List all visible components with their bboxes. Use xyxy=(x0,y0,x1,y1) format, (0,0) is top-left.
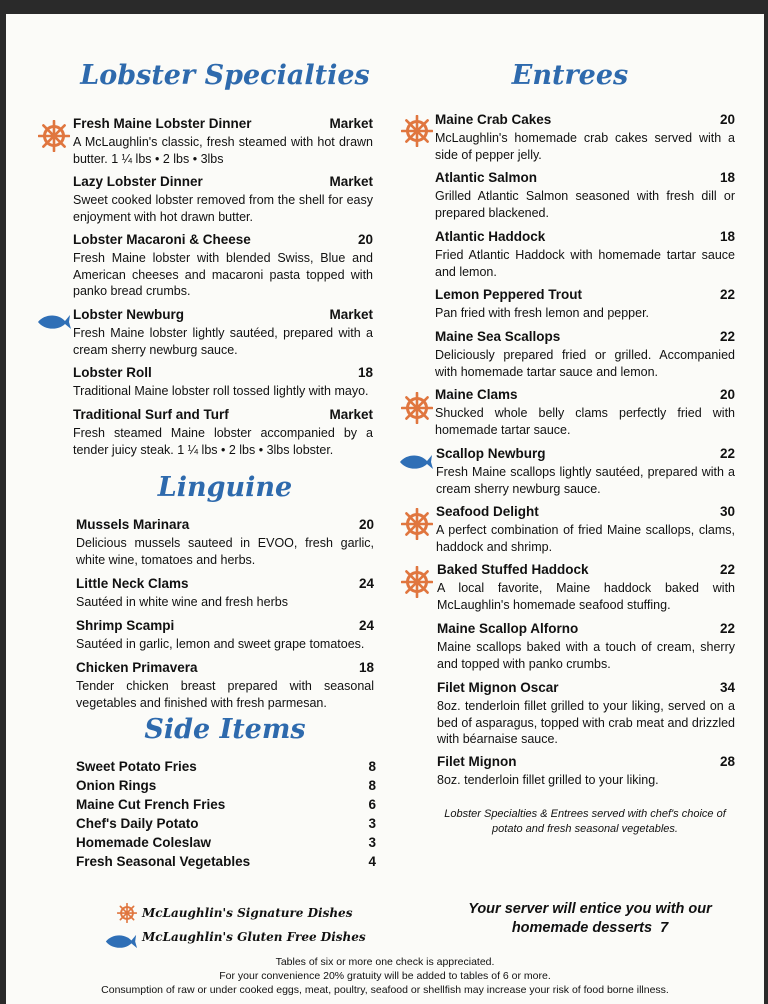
side-items-list xyxy=(76,757,376,871)
side-items-heading: Side Items xyxy=(144,714,306,745)
fish-icon xyxy=(398,452,434,472)
item-description: Sweet cooked lobster removed from the shell for easy enjoyment with hot drawn butter. xyxy=(73,193,373,224)
policy-notes xyxy=(60,955,710,997)
item-price: 6 xyxy=(368,797,376,812)
menu-item xyxy=(435,386,735,438)
entrees-heading: Entrees xyxy=(511,60,629,91)
item-name: Traditional Surf and Turf xyxy=(73,407,229,422)
item-name: Lobster Newburg xyxy=(73,307,185,322)
item-name: Atlantic Haddock xyxy=(435,229,546,244)
item-price: Market xyxy=(329,407,373,422)
item-price: 24 xyxy=(358,576,374,591)
item-price: 22 xyxy=(719,562,735,577)
menu-item xyxy=(73,173,373,225)
item-price: 18 xyxy=(719,170,735,185)
item-price: 8 xyxy=(368,759,376,774)
item-description: Fried Atlantic Haddock with homemade tartar sauce and lemon. xyxy=(435,248,735,279)
item-price: 20 xyxy=(357,232,373,247)
menu-item xyxy=(76,516,374,568)
legend-gluten-free: McLaughlin's Gluten Free Dishes xyxy=(142,930,366,944)
item-description: Delicious mussels sauteed in EVOO, fresh garlic, white wine, tomatoes and herbs. xyxy=(76,536,374,567)
item-name: Lemon Peppered Trout xyxy=(435,287,583,302)
item-name: Onion Rings xyxy=(76,778,157,793)
side-item xyxy=(76,757,376,776)
menu-item xyxy=(436,445,735,497)
item-price: 28 xyxy=(719,754,735,769)
menu-item xyxy=(76,659,374,711)
item-description: Fresh Maine lobster with blended Swiss, Blue and American cheeses and macaroni pasta topped with panko bread crumbs. xyxy=(73,251,373,298)
item-price: 18 xyxy=(358,660,374,675)
item-price: 22 xyxy=(719,446,735,461)
item-price: 18 xyxy=(357,365,373,380)
item-description: Fresh steamed Maine lobster accompanied by a tender juicy steak. 1 ¼ lbs • 2 lbs • 3lbs lobster. xyxy=(73,426,373,457)
item-price: 8 xyxy=(368,778,376,793)
item-description: 8oz. tenderloin fillet grilled to your liking. xyxy=(437,773,659,787)
desserts-price: 7 xyxy=(660,920,669,936)
item-name: Scallop Newburg xyxy=(436,446,546,461)
policy-line: Tables of six or more one check is appreciated. xyxy=(275,956,495,968)
menu-item xyxy=(435,228,735,280)
item-name: Shrimp Scampi xyxy=(76,618,175,633)
item-price: 24 xyxy=(358,618,374,633)
item-name: Seafood Delight xyxy=(436,504,539,519)
item-price: 20 xyxy=(719,112,735,127)
ship-wheel-icon xyxy=(38,120,70,152)
ship-wheel-icon xyxy=(401,115,433,147)
menu-item xyxy=(73,406,373,458)
ship-wheel-icon xyxy=(117,903,137,923)
item-price: 22 xyxy=(719,329,735,344)
menu-item xyxy=(73,231,373,300)
item-description: Traditional Maine lobster roll tossed lightly with mayo. xyxy=(73,384,369,398)
lobster-specialties-heading: Lobster Specialties xyxy=(80,60,370,91)
item-price: Market xyxy=(329,116,373,131)
desserts-note xyxy=(440,900,740,938)
item-price: 3 xyxy=(368,835,376,850)
item-name: Maine Crab Cakes xyxy=(435,112,552,127)
item-description: Fresh Maine lobster lightly sautéed, prepared with a cream sherry newburg sauce. xyxy=(73,326,373,357)
menu-item xyxy=(437,561,735,613)
item-name: Atlantic Salmon xyxy=(435,170,538,185)
ship-wheel-icon xyxy=(401,392,433,424)
item-name: Mussels Marinara xyxy=(76,517,190,532)
item-price: 20 xyxy=(358,517,374,532)
item-name: Chicken Primavera xyxy=(76,660,198,675)
item-description: 8oz. tenderloin fillet grilled to your liking, served on a bed of asparagus, topped with crab meat and drizzled with béarnaise sauce. xyxy=(437,699,735,746)
menu-item xyxy=(437,679,735,748)
menu-item xyxy=(437,753,735,789)
menu-item xyxy=(435,169,735,221)
item-description: Shucked whole belly clams perfectly fried with homemade tartar sauce. xyxy=(435,406,735,437)
menu-item xyxy=(435,111,735,163)
item-name: Filet Mignon Oscar xyxy=(437,680,559,695)
item-price: Market xyxy=(329,307,373,322)
item-name: Chef's Daily Potato xyxy=(76,816,199,831)
policy-line: For your convenience 20% gratuity will be added to tables of 6 or more. xyxy=(219,970,551,982)
item-price: 34 xyxy=(719,680,735,695)
item-description: Deliciously prepared fried or grilled. Accompanied with homemade tartar sauce and lemon. xyxy=(435,348,735,379)
legend-signature: McLaughlin's Signature Dishes xyxy=(142,906,353,920)
item-name: Maine Cut French Fries xyxy=(76,797,226,812)
linguine-heading: Linguine xyxy=(157,472,293,503)
item-price: Market xyxy=(329,174,373,189)
ship-wheel-icon xyxy=(401,566,433,598)
fish-icon xyxy=(104,932,138,951)
item-description: A perfect combination of fried Maine scallops, clams, haddock and shrimp. xyxy=(436,523,735,554)
menu-item xyxy=(73,306,373,358)
item-name: Maine Clams xyxy=(435,387,518,402)
item-name: Baked Stuffed Haddock xyxy=(437,562,589,577)
item-name: Fresh Seasonal Vegetables xyxy=(76,854,251,869)
item-name: Filet Mignon xyxy=(437,754,517,769)
side-item xyxy=(76,814,376,833)
item-name: Fresh Maine Lobster Dinner xyxy=(73,116,252,131)
menu-item xyxy=(76,617,374,653)
fish-icon xyxy=(36,312,72,332)
item-description: Pan fried with fresh lemon and pepper. xyxy=(435,306,650,320)
desserts-line: Your server will entice you with our xyxy=(468,901,712,917)
item-name: Lobster Macaroni & Cheese xyxy=(73,232,251,247)
item-name: Little Neck Clams xyxy=(76,576,189,591)
item-price: 3 xyxy=(368,816,376,831)
item-name: Maine Scallop Alforno xyxy=(437,621,579,636)
desserts-line: homemade desserts xyxy=(511,920,653,936)
item-description: Fresh Maine scallops lightly sautéed, prepared with a cream sherry newburg sauce. xyxy=(436,465,735,496)
item-price: 4 xyxy=(368,854,376,869)
item-price: 18 xyxy=(719,229,735,244)
side-item xyxy=(76,852,376,871)
item-description: A McLaughlin's classic, fresh steamed with hot drawn butter. 1 ¼ lbs • 2 lbs • 3lbs xyxy=(73,135,373,166)
item-description: Grilled Atlantic Salmon seasoned with fresh dill or prepared blackened. xyxy=(435,189,735,220)
item-price: 22 xyxy=(719,621,735,636)
item-name: Lazy Lobster Dinner xyxy=(73,174,203,189)
item-description: Sautéed in garlic, lemon and sweet grape tomatoes. xyxy=(76,637,365,651)
item-name: Lobster Roll xyxy=(73,365,152,380)
item-description: Maine scallops baked with a touch of cream, sherry and topped with panko crumbs. xyxy=(437,640,735,671)
ship-wheel-icon xyxy=(401,508,433,540)
menu-item xyxy=(73,115,373,167)
menu-item xyxy=(435,286,735,322)
item-name: Maine Sea Scallops xyxy=(435,329,561,344)
side-item xyxy=(76,776,376,795)
menu-item xyxy=(73,364,373,400)
item-price: 20 xyxy=(719,387,735,402)
item-description: A local favorite, Maine haddock baked with McLaughlin's homemade seafood stuffing. xyxy=(437,581,735,612)
item-name: Homemade Coleslaw xyxy=(76,835,212,850)
item-name: Sweet Potato Fries xyxy=(76,759,197,774)
policy-line: Consumption of raw or under cooked eggs, meat, poultry, seafood or shellfish may increase your risk of food borne illness. xyxy=(101,984,669,996)
item-price: 30 xyxy=(719,504,735,519)
item-price: 22 xyxy=(719,287,735,302)
item-description: Sautéed in white wine and fresh herbs xyxy=(76,595,288,609)
side-item xyxy=(76,795,376,814)
menu-item xyxy=(436,503,735,555)
side-item xyxy=(76,833,376,852)
item-description: McLaughlin's homemade crab cakes served with a side of pepper jelly. xyxy=(435,131,735,162)
sides-footnote: Lobster Specialties & Entrees served with chef's choice of potato and fresh seasonal vegetables. xyxy=(444,808,726,835)
item-description: Tender chicken breast prepared with seasonal vegetables and finished with fresh parmesan. xyxy=(76,679,374,710)
menu-item xyxy=(437,620,735,672)
menu-item xyxy=(76,575,374,611)
menu-item xyxy=(435,328,735,380)
